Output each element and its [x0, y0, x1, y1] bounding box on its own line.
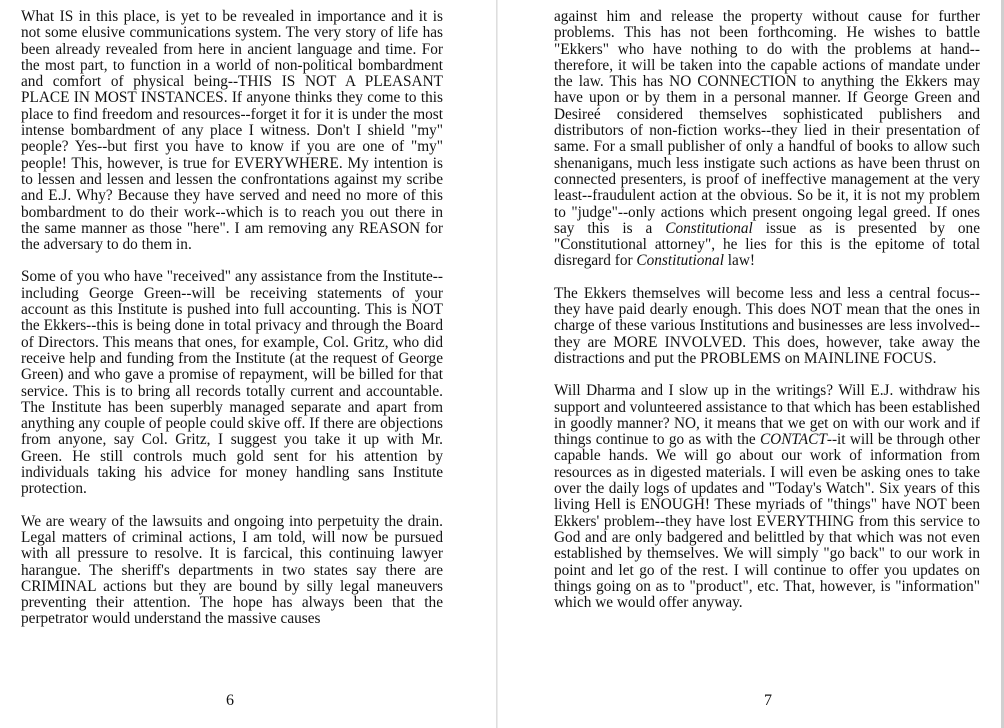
left-page-number: 6 — [226, 692, 234, 709]
right-paragraph-1-italic-2: Constitutional — [636, 252, 724, 270]
left-paragraph-3: We are weary of the lawsuits and ongoing into perpetuity the drain. Legal matters of criminal actions, I am told, will now be pursued with all pressure to resolve. It is farcical, this continuing lawyer harangue. The sheriff's departments in two states say there are CRIMINAL actions but they are bound by silly legal maneuvers preventing their attention. The hope has always been that the perpetrator would understand the massive causes — [21, 512, 443, 628]
right-page-text — [554, 9, 980, 627]
right-paragraph-1 — [554, 9, 980, 270]
left-paragraph-2: Some of you who have "received" any assistance from the Institute--including George Green--will be receiving statements of your account as this Institute is pushed into full accounting. This is NOT the Ekkers--this is being done in total privacy and through the Board of Directors. This means that ones, for example, Col. Gritz, who did receive help and funding from the Institute (at the request of George Green) and who gave a promise of repayment, will be billed for that service. This is to bring all records totally current and accountable. The Institute has been superbly managed separate and apart from anything any couple of people could skive off. If there are objections from anyone, say Col. Gritz, I suggest you take it up with Mr. Green. He still controls much gold sent for his attention by individuals taking his advice for money handling sans Institute protection. — [21, 268, 443, 498]
right-page — [498, 0, 1004, 728]
left-page — [0, 0, 496, 728]
right-paragraph-1-text-c: law! — [723, 252, 755, 270]
right-paragraph-3-text-a: Will Dharma and I slow up in the writings? Will E.J. withdraw his support and volunteered assistance to that which has been established in goodly manner? NO, it means that we get on with our work and if things continue to go as with the — [554, 382, 980, 449]
right-paragraph-1-text-b: issue as is presented by one "Constitutional attorney", he lies for this is the epitome of total disregard for — [554, 219, 980, 270]
left-paragraph-1: What IS in this place, is yet to be revealed in importance and it is not some elusive communications system. The very story of life has been already revealed from here in ancient language and time. For the most part, to function in a world of non-political bombardment and comfort of physical being--THIS IS NOT A PLEASANT PLACE IN MOST INSTANCES. If anyone thinks they come to this place to find freedom and resources--forget it for it is under the most intense bombardment of any place I witness. Don't I shield "my" people? Yes--but first you have to know if you are one of "my" people! This, however, is true for EVERYWHERE. My intention is to lessen and lessen and lessen the confrontations against my scribe and E.J. Why? Because they have served and need no more of this bombardment to do their work--which is to reach you out there in the same manner as those "here". I am removing any REASON for the adversary to do them in. — [21, 8, 443, 254]
right-paragraph-1-text-a: against him and release the property without cause for further problems. This has not been forthcoming. He wishes to battle "Ekkers" who have nothing to do with the problems at hand--therefore, it will be taken into the capable actions of mandate under the law. This has NO CONNECTION to anything the Ekkers may have upon or by them in a personal manner. If George Green and Desireé considered themselves sophisticated publishers and distributors of non-fiction works--they lied in their presentation of same. For a small publisher of only a handful of books to allow such shenanigans, much less instigate such actions as have been thrust on connected presenters, is proof of ineffective management at the very least--fraudulent action at the obvious. So be it, it is not my problem to "judge"--only actions which present ongoing legal greed. If ones say this is a — [554, 8, 980, 237]
right-paragraph-1-italic-1: Constitutional — [665, 219, 753, 237]
right-paragraph-3-text-b: --it will be through other capable hands. We will go about our work of information from resources as in digested materials. I will even be asking ones to take over the daily logs of updates and "Today's Watch". Six years of this living Hell is ENOUGH! These myriads of "things" have NOT been Ekkers' problem--they have lost EVERYTHING from this service to God and are only badgered and belittled by that which was not even established by themselves. We will simply "go back" to our work in point and let go of the rest. I will continue to offer you updates on things going on as to "product", etc. That, however, is "information" which we would offer anyway. — [554, 431, 980, 612]
left-page-text — [21, 9, 443, 644]
right-paragraph-2: The Ekkers themselves will become less and less a central focus--they have paid dearly enough. This does NOT mean that the ones in charge of these various Institutions and businesses are less involved--they are MORE INVOLVED. This does, however, take away the distractions and put the PROBLEMS on MAINLINE FOCUS. — [554, 284, 980, 367]
right-paragraph-3-italic: CONTACT — [759, 431, 827, 449]
right-paragraph-3 — [554, 383, 980, 611]
right-page-number: 7 — [764, 692, 772, 709]
